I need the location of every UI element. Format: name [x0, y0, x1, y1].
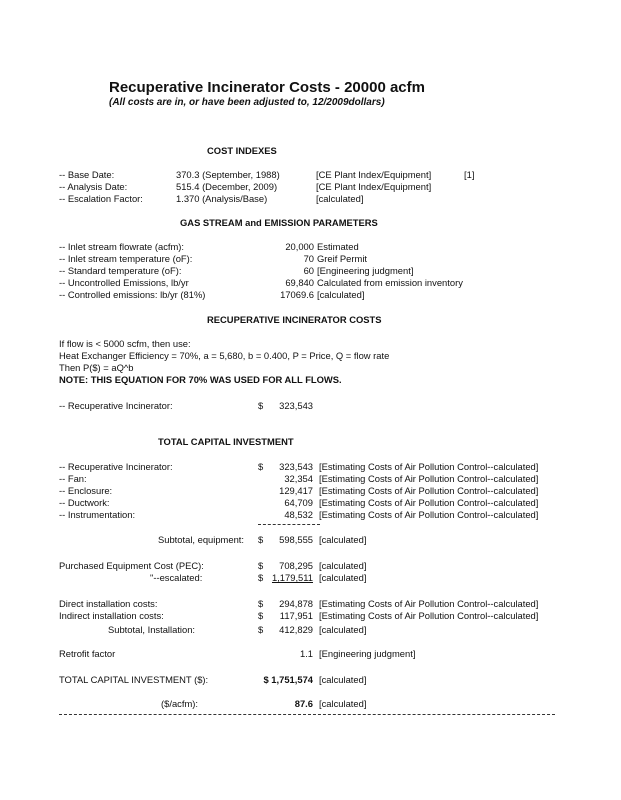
- subtotal-equipment-note: [calculated]: [319, 534, 367, 545]
- recup-cost-dollar: $: [258, 400, 264, 411]
- subtotal-install-note: [calculated]: [319, 624, 367, 635]
- cost-indexes-heading: COST INDEXES: [207, 145, 277, 156]
- tci-fan-value: 32,354: [284, 473, 313, 484]
- tci-ductwork-value: 64,709: [284, 497, 313, 508]
- tci-instrumentation-note: [Estimating Costs of Air Pollution Control--calculated]: [319, 509, 539, 520]
- flowrate-value: 20,000: [285, 241, 314, 252]
- std-temp-note: [Engineering judgment]: [317, 265, 414, 276]
- indirect-install-dollar: $: [258, 610, 264, 621]
- std-temp-value: 60: [303, 265, 314, 276]
- analysis-date-note: [CE Plant Index/Equipment]: [316, 181, 432, 192]
- inlet-temp-note: Greif Permit: [317, 253, 368, 264]
- retrofit-value: 1.1: [299, 648, 313, 659]
- subtotal-install-value: 412,829: [279, 624, 313, 635]
- indirect-install-label: Indirect installation costs:: [59, 610, 164, 621]
- escalation-label: -- Escalation Factor:: [59, 193, 143, 204]
- tci-fan-note: [Estimating Costs of Air Pollution Control--calculated]: [319, 473, 539, 484]
- inlet-temp-label: -- Inlet stream temperature (oF):: [59, 253, 193, 264]
- std-temp-label: -- Standard temperature (oF):: [59, 265, 182, 276]
- tci-enclosure-note: [Estimating Costs of Air Pollution Control--calculated]: [319, 485, 539, 496]
- indirect-install-value: 117,951: [279, 610, 313, 621]
- tci-recup-note: [Estimating Costs of Air Pollution Control--calculated]: [319, 461, 539, 472]
- pec-dollar: $: [258, 560, 264, 571]
- recup-cost-value: 323,543: [279, 400, 313, 411]
- uncontrolled-value: 69,840: [285, 277, 314, 288]
- per-acfm-value: 87.6: [294, 698, 313, 709]
- tci-instrumentation-value: 48,532: [284, 509, 313, 520]
- base-date-label: -- Base Date:: [59, 169, 115, 180]
- tci-heading: TOTAL CAPITAL INVESTMENT: [158, 436, 294, 447]
- equation-note: NOTE: THIS EQUATION FOR 70% WAS USED FOR ALL FLOWS.: [59, 374, 342, 385]
- retrofit-label: Retrofit factor: [59, 648, 116, 659]
- uncontrolled-label: -- Uncontrolled Emissions, lb/yr: [59, 277, 189, 288]
- controlled-note: [calculated]: [317, 289, 365, 300]
- controlled-label: -- Controlled emissions: lb/yr (81%): [59, 289, 206, 300]
- subtotal-equipment-label: Subtotal, equipment:: [158, 534, 244, 545]
- pec-value: 708,295: [279, 560, 313, 571]
- base-date-value: 370.3 (September, 1988): [176, 169, 280, 180]
- tci-total-note: [calculated]: [319, 674, 367, 685]
- pec-escalated-label: "--escalated:: [150, 572, 203, 583]
- subtotal-divider: [258, 524, 320, 525]
- subtotal-equipment-dollar: $: [258, 534, 264, 545]
- pec-escalated-note: [calculated]: [319, 572, 367, 583]
- page-subtitle: (All costs are in, or have been adjusted to, 12/2009dollars): [109, 97, 385, 108]
- bottom-divider: [59, 714, 555, 715]
- equation-formula: Then P($) = aQ^b: [59, 362, 134, 373]
- tci-ductwork-label: -- Ductwork:: [59, 497, 110, 508]
- escalation-value: 1.370 (Analysis/Base): [176, 193, 268, 204]
- pec-note: [calculated]: [319, 560, 367, 571]
- equation-parameters: Heat Exchanger Efficiency = 70%, a = 5,680, b = 0.400, P = Price, Q = flow rate: [59, 350, 390, 361]
- recuperative-heading: RECUPERATIVE INCINERATOR COSTS: [207, 314, 382, 325]
- tci-enclosure-label: -- Enclosure:: [59, 485, 113, 496]
- equation-condition: If flow is < 5000 scfm, then use:: [59, 338, 191, 349]
- base-date-ref: [1]: [464, 169, 475, 180]
- gas-stream-heading: GAS STREAM and EMISSION PARAMETERS: [180, 217, 378, 228]
- flowrate-note: Estimated: [317, 241, 359, 252]
- page-title: Recuperative Incinerator Costs - 20000 acfm: [109, 79, 425, 96]
- analysis-date-value: 515.4 (December, 2009): [176, 181, 278, 192]
- per-acfm-label: ($/acfm):: [161, 698, 198, 709]
- tci-recup-value: 323,543: [279, 461, 313, 472]
- direct-install-dollar: $: [258, 598, 264, 609]
- tci-instrumentation-label: -- Instrumentation:: [59, 509, 136, 520]
- flowrate-label: -- Inlet stream flowrate (acfm):: [59, 241, 185, 252]
- direct-install-value: 294,878: [279, 598, 313, 609]
- base-date-note: [CE Plant Index/Equipment]: [316, 169, 432, 180]
- direct-install-label: Direct installation costs:: [59, 598, 158, 609]
- analysis-date-label: -- Analysis Date:: [59, 181, 128, 192]
- tci-total-label: TOTAL CAPITAL INVESTMENT ($):: [59, 674, 209, 685]
- controlled-value: 17069.6: [280, 289, 314, 300]
- indirect-install-note: [Estimating Costs of Air Pollution Control--calculated]: [319, 610, 539, 621]
- retrofit-note: [Engineering judgment]: [319, 648, 416, 659]
- tci-fan-label: -- Fan:: [59, 473, 87, 484]
- recup-cost-label: -- Recuperative Incinerator:: [59, 400, 173, 411]
- direct-install-note: [Estimating Costs of Air Pollution Control--calculated]: [319, 598, 539, 609]
- subtotal-equipment-value: 598,555: [279, 534, 313, 545]
- tci-recup-dollar: $: [258, 461, 264, 472]
- tci-recup-label: -- Recuperative Incinerator:: [59, 461, 173, 472]
- pec-label: Purchased Equipment Cost (PEC):: [59, 560, 204, 571]
- pec-escalated-value: 1,179,511: [271, 572, 313, 583]
- escalation-note: [calculated]: [316, 193, 364, 204]
- subtotal-install-label: Subtotal, Installation:: [108, 624, 196, 635]
- tci-enclosure-value: 129,417: [279, 485, 313, 496]
- pec-escalated-dollar: $: [258, 572, 264, 583]
- per-acfm-note: [calculated]: [319, 698, 367, 709]
- inlet-temp-value: 70: [303, 253, 314, 264]
- subtotal-install-dollar: $: [258, 624, 264, 635]
- tci-total-value: $ 1,751,574: [263, 674, 313, 685]
- tci-ductwork-note: [Estimating Costs of Air Pollution Control--calculated]: [319, 497, 539, 508]
- uncontrolled-note: Calculated from emission inventory: [317, 277, 463, 288]
